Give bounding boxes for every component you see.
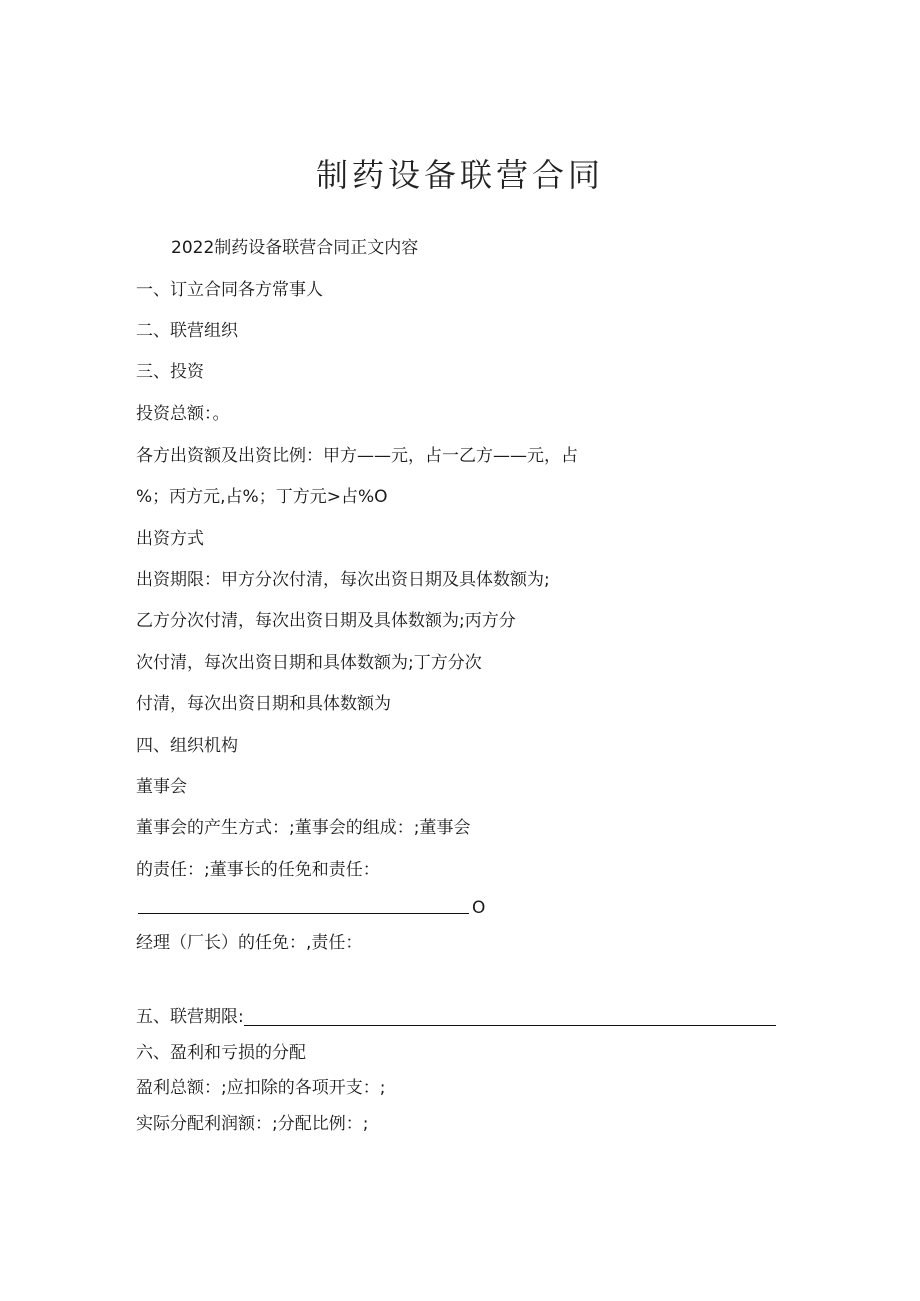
section-heading: 四、组织机构: [136, 736, 238, 756]
paragraph-line: %；丙方元,占%；丁方元>占%O: [136, 487, 388, 507]
section-heading: 五、联营期限:: [136, 1007, 244, 1027]
section-heading: 一、订立合同各方常事人: [136, 280, 323, 300]
paragraph-line: 董事会的产生方式：;董事会的组成：;董事会: [136, 818, 471, 838]
blank-line-end-mark: O: [472, 898, 486, 918]
paragraph-line: 投资总额：。: [136, 404, 230, 424]
paragraph-line: 各方出资额及出资比例：甲方——元，占一乙方——元，占: [136, 446, 578, 466]
paragraph-line: 实际分配利润额：;分配比例：;: [136, 1114, 369, 1134]
paragraph-line: 经理（厂长）的任免：,责任：: [136, 933, 363, 953]
section-heading: 二、联营组织: [136, 321, 238, 341]
fill-in-blank-line: [244, 1025, 776, 1026]
paragraph-line: 盈利总额：;应扣除的各项开支：;: [136, 1078, 386, 1098]
paragraph-line: 次付清，每次出资日期和具体数额为;丁方分次: [136, 653, 482, 673]
document-subtitle: 2022制药设备联营合同正文内容: [171, 238, 419, 258]
paragraph-line: 乙方分次付清，每次出资日期及具体数额为;丙方分: [136, 611, 516, 631]
paragraph-line: 董事会: [136, 777, 187, 797]
paragraph-line: 出资方式: [136, 529, 204, 549]
fill-in-blank-line: [138, 913, 469, 914]
section-heading: 六、盈利和亏损的分配: [136, 1043, 306, 1063]
paragraph-line: 的责任：;董事长的任免和责任：: [136, 860, 380, 880]
document-title: 制药设备联营合同: [315, 156, 604, 194]
paragraph-line: 出资期限：甲方分次付清，每次出资日期及具体数额为;: [136, 570, 550, 590]
section-heading: 三、投资: [136, 362, 204, 382]
paragraph-line: 付清，每次出资日期和具体数额为: [136, 694, 391, 714]
